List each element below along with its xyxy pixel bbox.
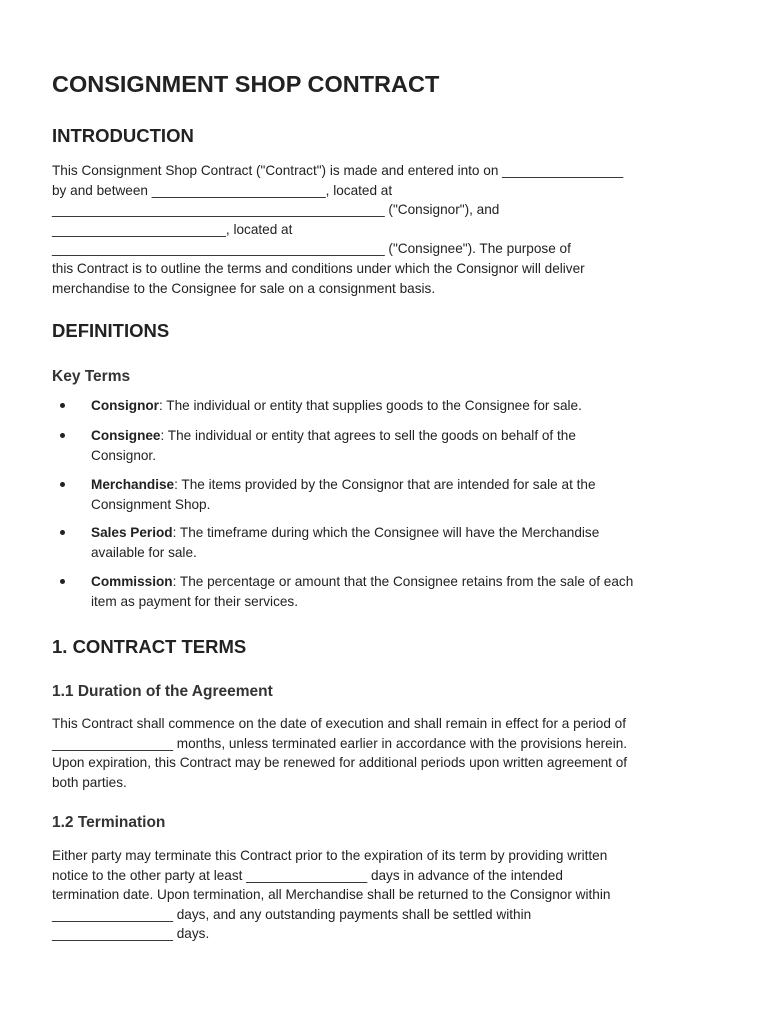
termination-paragraph [52,846,724,944]
definitions-heading: DEFINITIONS [52,320,170,341]
introduction-heading: INTRODUCTION [52,125,194,146]
paragraph-line: Either party may terminate this Contract prior to the expiration of its term by providing written [52,848,608,863]
list-item-text [91,475,691,514]
duration-subheading: 1.1 Duration of the Agreement [52,683,273,700]
term-sales-period: Sales Period [91,525,173,540]
term-definition: available for sale. [91,544,197,560]
key-terms-subheading: Key Terms [52,368,131,385]
paragraph-line: merchandise to the Consignee for sale on a consignment basis. [52,280,436,296]
paragraph-line: Upon expiration, this Contract may be renewed for additional periods upon written agreement of [52,755,628,771]
paragraph-line: _______________________, located at [52,221,293,237]
bullet-icon [60,433,65,438]
term-definition: : The percentage or amount that the Consignee retains from the sale of each [172,574,634,589]
introduction-paragraph [52,161,724,298]
paragraph-line: termination date. Upon termination, all Merchandise shall be returned to the Consignor within [52,887,611,903]
list-item-text [91,426,691,465]
term-definition: Consignment Shop. [91,496,211,512]
list-item-text [91,523,691,562]
bullet-icon [60,530,65,535]
paragraph-line: ____________________________________________ ("Consignee"). The purpose of [52,241,571,257]
term-definition: : The individual or entity that agrees to sell the goods on behalf of the [160,428,576,443]
term-merchandise: Merchandise [91,477,175,492]
paragraph-line: ____________________________________________ ("Consignor"), and [52,202,500,218]
bullet-icon [60,403,65,408]
bullet-icon [60,482,65,487]
term-consignee: Consignee [91,428,161,443]
term-definition: : The items provided by the Consignor that are intended for sale at the [174,477,596,492]
contract-terms-heading: 1. CONTRACT TERMS [52,636,247,657]
term-definition: Consignor. [91,447,156,463]
list-item-text [91,572,691,611]
termination-subheading: 1.2 Termination [52,814,166,831]
duration-paragraph [52,714,724,792]
document-title: CONSIGNMENT SHOP CONTRACT [52,71,440,97]
paragraph-line: ________________ days, and any outstanding payments shall be settled within [52,906,532,922]
term-definition: : The timeframe during which the Consignee will have the Merchandise [172,525,600,540]
term-definition: : The individual or entity that supplies goods to the Consignee for sale. [158,398,582,413]
paragraph-line: notice to the other party at least ________________ days in advance of the intended [52,867,563,883]
paragraph-line: ________________ months, unless terminated earlier in accordance with the provisions herein. [52,735,628,751]
paragraph-line: by and between _______________________, located at [52,182,393,198]
term-consignor: Consignor [91,398,159,413]
term-definition: item as payment for their services. [91,593,298,609]
paragraph-line: both parties. [52,774,127,790]
paragraph-line: ________________ days. [52,926,210,942]
term-commission: Commission [91,574,173,589]
paragraph-line: This Consignment Shop Contract ("Contract") is made and entered into on ________________ [52,163,624,178]
paragraph-line: This Contract shall commence on the date of execution and shall remain in effect for a period of [52,716,627,731]
paragraph-line: this Contract is to outline the terms and conditions under which the Consignor will deliver [52,260,585,276]
bullet-icon [60,579,65,584]
list-item-text [91,396,691,416]
